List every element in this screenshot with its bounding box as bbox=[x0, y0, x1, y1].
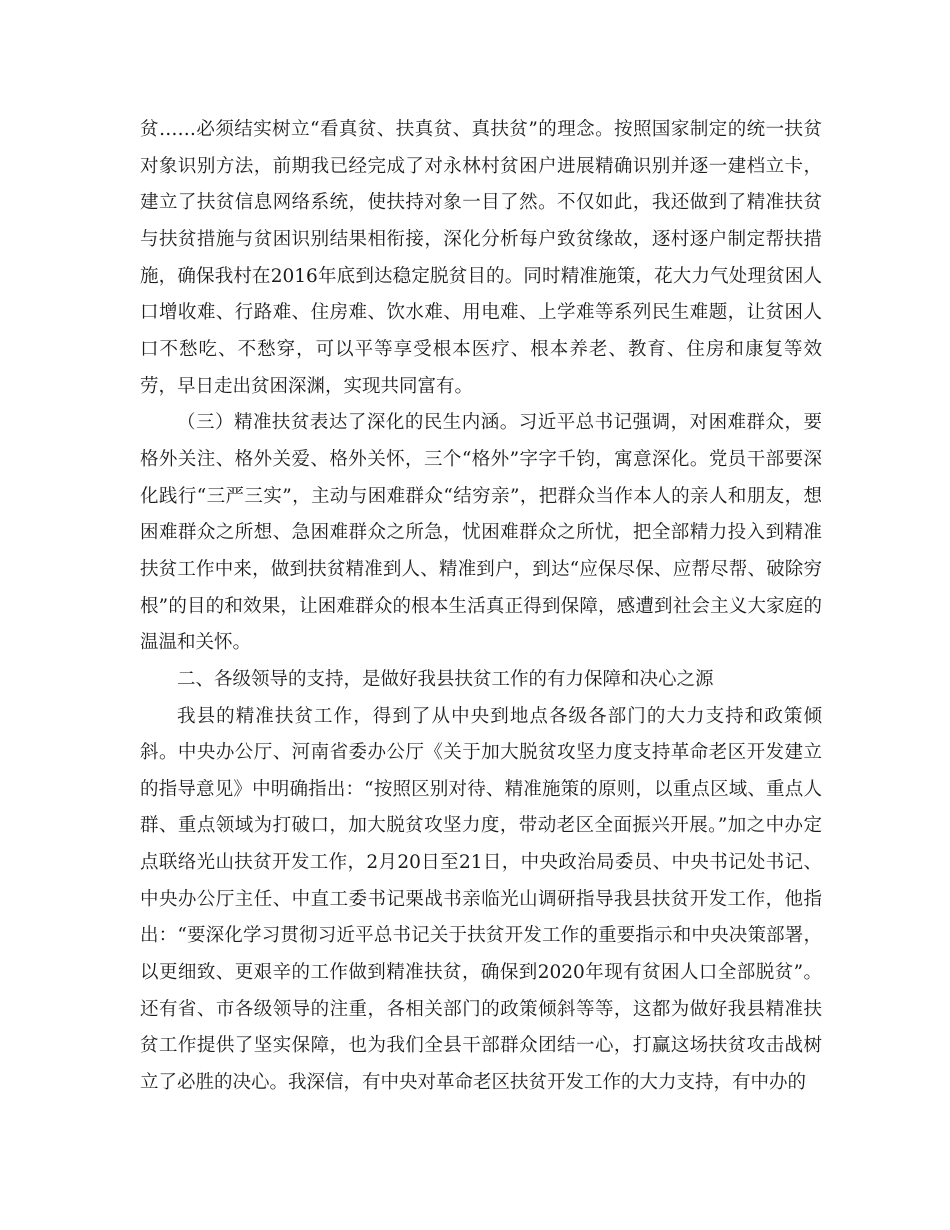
paragraph-section-three: （三）精准扶贫表达了深化的民生内涵。习近平总书记强调，对困难群众，要格外关注、格外关爱、格外关怀，三个“格外”字字千钧，寓意深化。党员干部要深化践行“三严三实”，主动与困难群众“结穷亲”，把群众当作本人的亲人和朋友，想困难群众之所想、急困难群众之所急，忧困难群众之所忧，把全部精力投入到精准扶贫工作中来，做到扶贫精准到人、精准到户，到达“应保尽保、应帮尽帮、破除穷根”的目的和效果，让困难群众的根本生活真正得到保障，感遭到社会主义大家庭的温温和关怀。 bbox=[140, 412, 822, 654]
document-body bbox=[140, 112, 822, 1102]
section-heading-two: 二、各级领导的支持，是做好我县扶贫工作的有力保障和决心之源 bbox=[177, 668, 714, 690]
paragraph-continuation: 贫……必须结实树立“看真贫、扶真贫、真扶贫”的理念。按照国家制定的统一扶贫对象识别方法，前期我已经完成了对永林村贫困户进展精确识别并逐一建档立卡，建立了扶贫信息网络系统，使扶持对象一目了然。不仅如此，我还做到了精准扶贫与扶贫措施与贫困识别结果相衔接，深化分析每户致贫缘故，逐村逐户制定帮扶措施，确保我村在2016年底到达稳定脱贫目的。同时精准施策，花大力气处理贫困人口增收难、行路难、住房难、饮水难、用电难、上学难等系列民生难题，让贫困人口不愁吃、不愁穿，可以平等享受根本医疗、根本养老、教育、住房和康复等效劳，早日走出贫困深渊，实现共同富有。 bbox=[140, 119, 822, 397]
paragraph-leadership-support: 我县的精准扶贫工作，得到了从中央到地点各级各部门的大力支持和政策倾斜。中央办公厅、河南省委办公厅《关于加大脱贫攻坚力度支持革命老区开发建立的指导意见》中明确指出：“按照区别对待、精准施策的原则，以重点区域、重点人群、重点领域为打破口，加大脱贫攻坚力度，带动老区全面振兴开展。”加之中办定点联络光山扶贫开发工作，2月20日至21日，中央政治局委员、中央书记处书记、中央办公厅主任、中直工委书记栗战书亲临光山调研指导我县扶贫开发工作，他指出：“要深化学习贯彻习近平总书记关于扶贫开发工作的重要指示和中央决策部署，以更细致、更艰辛的工作做到精准扶贫，确保到2020年现有贫困人口全部脱贫”。还有省、市各级领导的注重，各相关部门的政策倾斜等等，这都为做好我县精准扶贫工作提供了坚实保障，也为我们全县干部群众团结一心，打赢这场扶贫攻击战树立了必胜的决心。我深信，有中央对革命老区扶贫开发工作的大力支持，有中办的 bbox=[140, 705, 822, 1094]
